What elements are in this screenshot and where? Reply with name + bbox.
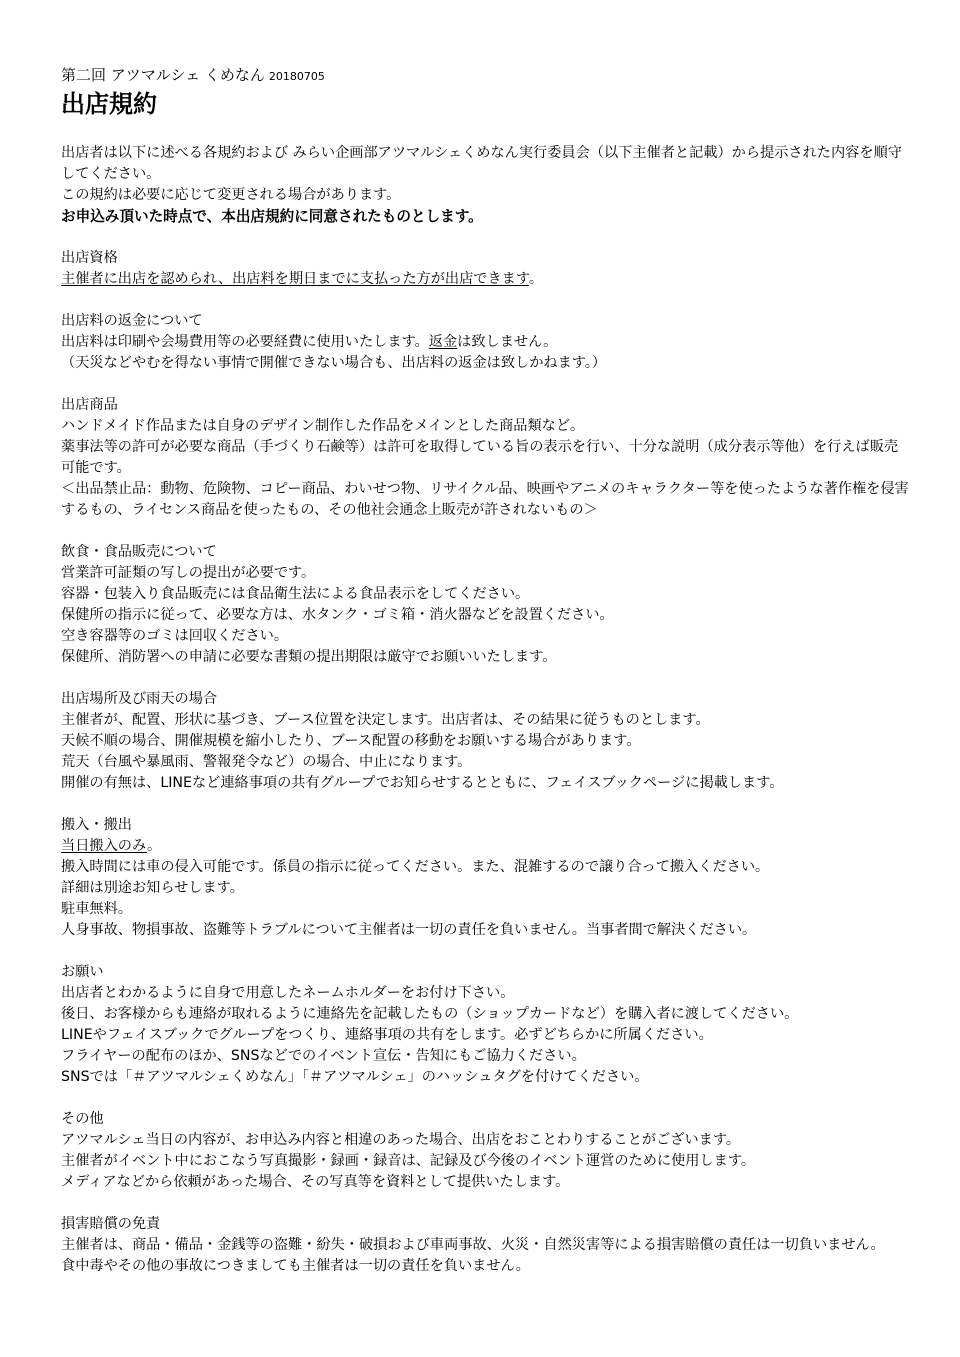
event-name: 第二回 アツマルシェ くめなん: [61, 66, 265, 84]
section-line: 駐車無料。: [61, 901, 132, 917]
section-refund: [61, 311, 911, 374]
intro-line: この規約は必要に応じて変更される場合があります。: [61, 187, 401, 203]
section-line: 空き容器等のゴミは回収ください。: [61, 628, 289, 644]
section-heading: 出店場所及び雨天の場合: [61, 691, 218, 707]
section-line: 開催の有無は、LINEなど連絡事項の共有グループでお知らせするとともに、フェイスブックページに掲載します。: [61, 775, 784, 791]
section-line: 人身事故、物損事故、盗難等トラブルについて主催者は一切の責任を負いません。当事者間で解決ください。: [61, 922, 757, 938]
section-heading: 出店商品: [61, 397, 118, 413]
section-line: 出店者とわかるように自身で用意したネームホルダーをお付け下さい。: [61, 985, 515, 1001]
section-line: [61, 332, 911, 353]
document-date: 20180705: [268, 70, 325, 83]
section-loading: [61, 815, 911, 941]
section-heading: その他: [61, 1111, 104, 1127]
document-page: [61, 64, 911, 1277]
section-line: メディアなどから依頼があった場合、その写真等を資料として提供いたします。: [61, 1174, 570, 1190]
section-line: フライヤーの配布のほか、SNSなどでのイベント宣伝・告知にもご協力ください。: [61, 1048, 586, 1064]
section-products: [61, 395, 911, 521]
intro-block: [61, 143, 911, 227]
section-food: [61, 542, 911, 668]
section-line: 営業許可証類の写しの提出が必要です。: [61, 565, 316, 581]
intro-line: 出店者は以下に述べる各規約および みらい企画部アツマルシェくめなん実行委員会（以下主催者と記載）から提示された内容を順守してください。: [61, 145, 902, 182]
section-line: 荒天（台風や暴風雨、警報発令など）の場合、中止になります。: [61, 754, 472, 770]
section-requests: [61, 962, 911, 1088]
section-location: [61, 689, 911, 794]
section-heading: 出店資格: [61, 250, 118, 266]
section-line: 薬事法等の許可が必要な商品（手づくり石鹸等）は許可を取得している旨の表示を行い、十分な説明（成分表示等他）を行えば販売可能です。: [61, 439, 899, 476]
section-line: 後日、お客様からも連絡が取れるように連絡先を記載したもの（ショップカードなど）を購入者に渡してください。: [61, 1006, 799, 1022]
section-other: [61, 1109, 911, 1193]
section-line: 主催者は、商品・備品・金銭等の盗難・紛失・破損および車両事故、火災・自然災害等による損害賠償の責任は一切負いません。: [61, 1237, 885, 1253]
section-line: 保健所の指示に従って、必要な方は、水タンク・ゴミ箱・消火器などを設置ください。: [61, 607, 614, 623]
section-heading: 出店料の返金について: [61, 313, 203, 329]
section-line: 保健所、消防署への申請に必要な書類の提出期限は厳守でお願いいたします。: [61, 649, 557, 665]
section-line: 容器・包装入り食品販売には食品衛生法による食品表示をしてください。: [61, 586, 530, 602]
section-line: [61, 836, 911, 857]
section-line: ハンドメイド作品または自身のデザイン制作した作品をメインとした商品類など。: [61, 418, 585, 434]
section-line: 搬入時間には車の侵入可能です。係員の指示に従ってください。また、混雑するので譲り合って搬入ください。: [61, 859, 770, 875]
section-line: LINEやフェイスブックでグループをつくり、連絡事項の共有をします。必ずどちらかに所属ください。: [61, 1027, 713, 1043]
agreement-notice: お申込み頂いた時点で、本出店規約に同意されたものとします。: [61, 208, 483, 225]
section-line: 主催者が、配置、形状に基づき、ブース位置を決定します。出店者は、その結果に従うものとします。: [61, 712, 710, 728]
section-heading: 損害賠償の免責: [61, 1216, 161, 1232]
page-title: 出店規約: [61, 90, 157, 118]
underlined-text: 主催者に出店を認められ、出店料を期日までに支払った方が出店できます: [61, 271, 529, 287]
section-heading: 飲食・食品販売について: [61, 544, 217, 560]
section-line: SNSでは「＃アツマルシェくめなん」「＃アツマルシェ」のハッシュタグを付けてください。: [61, 1069, 649, 1085]
underlined-text: 返金: [428, 334, 458, 350]
punctuation: 。: [146, 838, 162, 854]
section-line: アツマルシェ当日の内容が、お申込み内容と相違のあった場合、出店をおことわりすることがございます。: [61, 1132, 741, 1148]
section-heading: お願い: [61, 964, 104, 980]
section-line: 天候不順の場合、開催規模を縮小したり、ブース配置の移動をお願いする場合があります。: [61, 733, 641, 749]
section-line: [61, 269, 911, 290]
section-line: 詳細は別途お知らせします。: [61, 880, 244, 896]
punctuation: 。: [528, 271, 544, 287]
section-heading: 搬入・搬出: [61, 817, 132, 833]
section-liability: [61, 1214, 911, 1277]
section-line: 食中毒やその他の事故につきましても主催者は一切の責任を負いません。: [61, 1258, 530, 1274]
section-qualification: [61, 248, 911, 290]
refund-text-tail: は致しません。: [457, 334, 558, 350]
refund-text: 出店料は印刷や会場費用等の必要経費に使用いたします。: [61, 334, 429, 350]
prohibited-items: ＜出品禁止品：動物、危険物、コピー商品、わいせつ物、リサイクル品、映画やアニメのキャラクター等を使ったような著作権を侵害するもの、ライセンス商品を使ったもの、その他社会通念上販売が許されないもの＞: [61, 481, 909, 518]
event-header: [61, 64, 911, 86]
underlined-text: 当日搬入のみ: [61, 838, 147, 854]
section-line: （天災などやむを得ない事情で開催できない場合も、出店料の返金は致しかねます。）: [61, 355, 607, 371]
section-line: 主催者がイベント中におこなう写真撮影・録画・録音は、記録及び今後のイベント運営のために使用します。: [61, 1153, 756, 1169]
